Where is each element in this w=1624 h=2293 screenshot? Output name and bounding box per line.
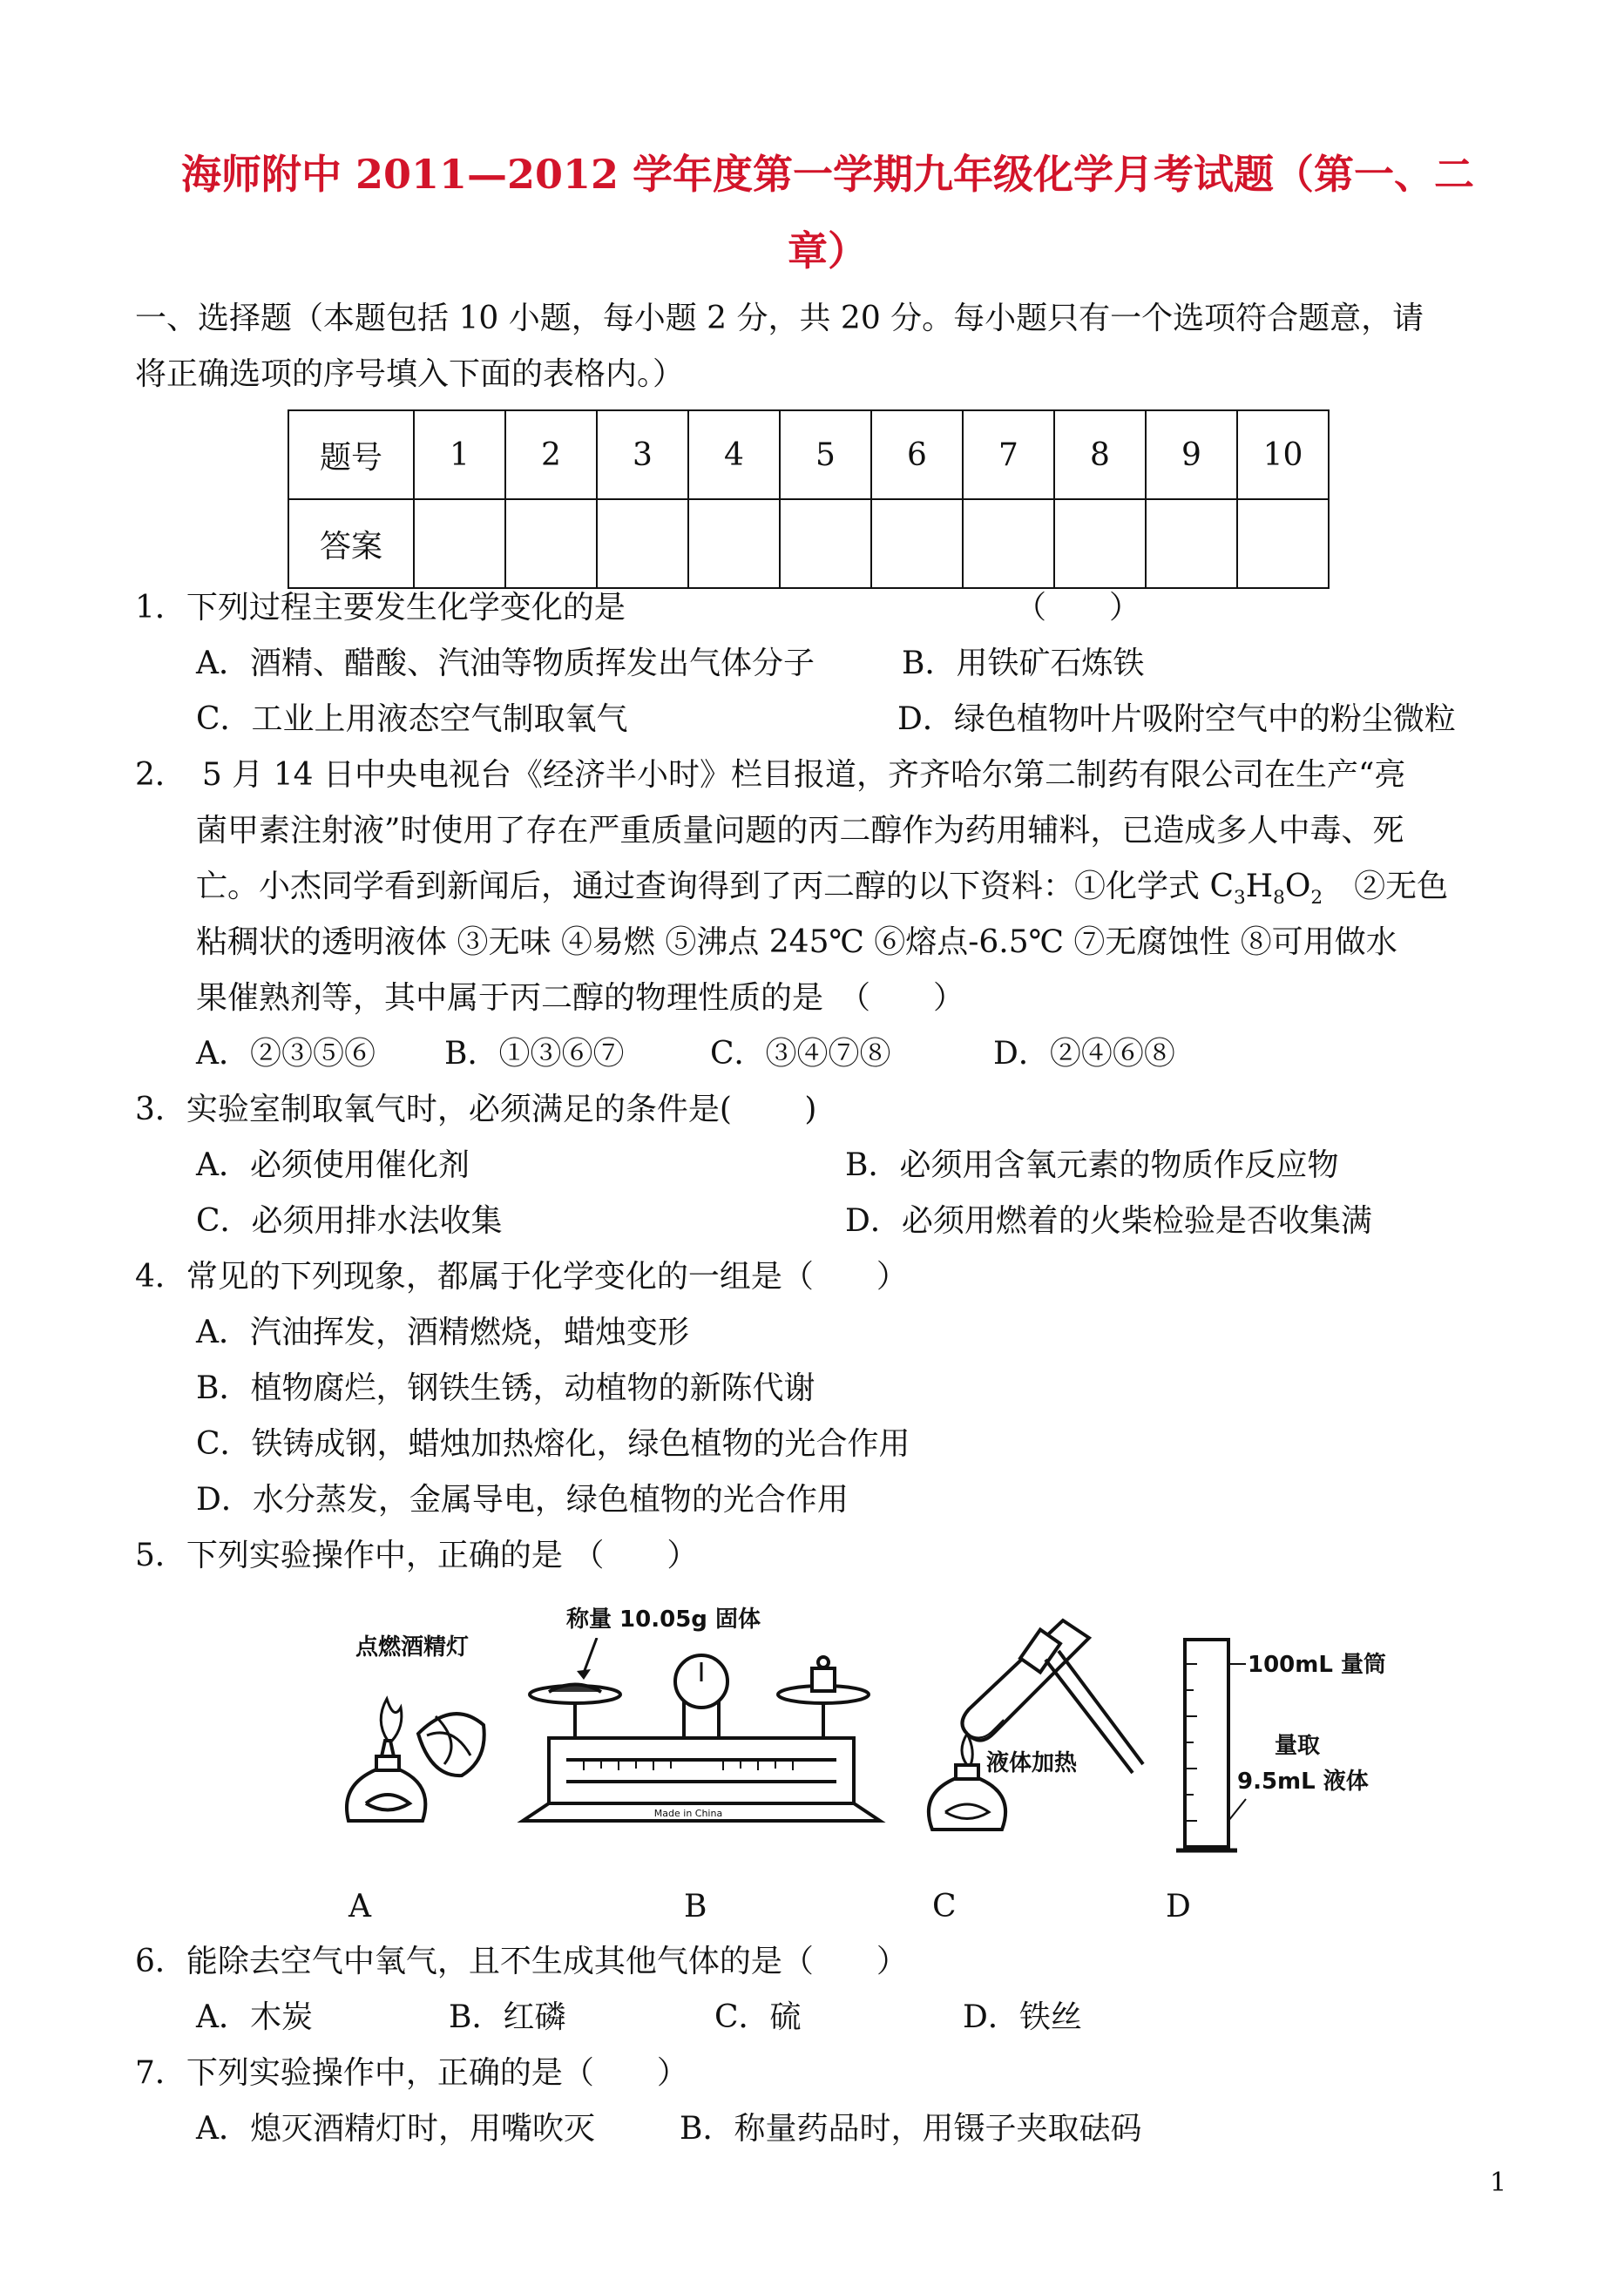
answer-table-number: 3 bbox=[597, 410, 688, 499]
q2-option-a: A．②③⑤⑥ bbox=[196, 1036, 376, 1072]
answer-cell[interactable] bbox=[414, 499, 505, 588]
q6-option-c: C．硫 bbox=[714, 1999, 802, 2035]
answer-table-number-label: 题号 bbox=[288, 410, 414, 499]
fig-letter-d: D bbox=[1166, 1889, 1191, 1924]
page-title-line1: 海师附中 2011—2012 学年度第一学期九年级化学月考试题（第一、二 bbox=[180, 151, 1475, 198]
q1-option-d: D．绿色植物叶片吸附空气中的粉尘微粒 bbox=[897, 701, 1456, 737]
balance-figure bbox=[514, 1638, 889, 1830]
test-tube-heating-figure bbox=[906, 1612, 1150, 1838]
q6-option-b: B．红磷 bbox=[449, 1999, 566, 2035]
answer-table-number: 4 bbox=[688, 410, 780, 499]
fig-d-label-volume: 9.5mL 液体 bbox=[1237, 1769, 1369, 1795]
q1-bracket: （ ） bbox=[1015, 590, 1141, 626]
measuring-cylinder-figure bbox=[1176, 1638, 1255, 1856]
fig-c-label: 液体加热 bbox=[986, 1750, 1078, 1776]
answer-table-number: 10 bbox=[1237, 410, 1329, 499]
q4-option-c: C．铁铸成钢，蜡烛加热熔化，绿色植物的光合作用 bbox=[196, 1426, 910, 1462]
q6-stem: 6．能除去空气中氧气，且不生成其他气体的是（ ） bbox=[135, 1944, 908, 1979]
fig-b-label: 称量 10.05g 固体 bbox=[566, 1606, 761, 1633]
answer-table-number: 8 bbox=[1054, 410, 1146, 499]
q2-line5: 果催熟剂等，其中属于丙二醇的物理性质的是 （ ） bbox=[196, 980, 965, 1016]
q4-option-d: D．水分蒸发，金属导电，绿色植物的光合作用 bbox=[196, 1482, 849, 1518]
answer-cell[interactable] bbox=[963, 499, 1054, 588]
q2-option-d: D．②④⑥⑧ bbox=[993, 1036, 1175, 1072]
section-heading-line1: 一、选择题（本题包括 10 小题，每小题 2 分，共 20 分。每小题只有一个选项符合题意，请 bbox=[135, 301, 1424, 336]
answer-table bbox=[288, 409, 1330, 589]
q3-option-d: D．必须用燃着的火柴检验是否收集满 bbox=[845, 1203, 1372, 1239]
q3-option-a: A．必须使用催化剂 bbox=[196, 1147, 470, 1183]
q1-option-c: C．工业上用液态空气制取氧气 bbox=[196, 701, 628, 737]
q3-option-b: B．必须用含氧元素的物质作反应物 bbox=[845, 1147, 1339, 1183]
page-title-line2: 章） bbox=[788, 227, 868, 274]
answer-table-answer-row bbox=[288, 499, 1329, 588]
answer-cell[interactable] bbox=[1054, 499, 1146, 588]
q1-stem: 1．下列过程主要发生化学变化的是 bbox=[135, 590, 626, 626]
answer-table-number-row bbox=[288, 410, 1329, 499]
fig-d-label-cylinder: 100mL 量筒 bbox=[1248, 1652, 1386, 1678]
fig-a-label: 点燃酒精灯 bbox=[355, 1634, 470, 1661]
q7-stem: 7．下列实验操作中，正确的是（ ） bbox=[135, 2055, 688, 2091]
answer-table-number: 7 bbox=[963, 410, 1054, 499]
page-number: 1 bbox=[1490, 2168, 1507, 2198]
q6-option-a: A．木炭 bbox=[196, 1999, 313, 2035]
made-in-china-label: Made in China bbox=[653, 1808, 723, 1819]
answer-table-number: 9 bbox=[1146, 410, 1237, 499]
answer-cell[interactable] bbox=[688, 499, 780, 588]
q5-stem: 5．下列实验操作中，正确的是 （ ） bbox=[135, 1538, 699, 1573]
fig-letter-b: B bbox=[684, 1889, 707, 1924]
answer-cell[interactable] bbox=[505, 499, 597, 588]
q2-option-b: B．①③⑥⑦ bbox=[444, 1036, 625, 1072]
answer-table-number: 2 bbox=[505, 410, 597, 499]
q4-option-a: A．汽油挥发，酒精燃烧，蜡烛变形 bbox=[196, 1315, 689, 1350]
q1-option-b: B．用铁矿石炼铁 bbox=[902, 646, 1145, 681]
answer-table-number: 1 bbox=[414, 410, 505, 499]
q3-option-c: C．必须用排水法收集 bbox=[196, 1203, 503, 1239]
q7-option-a: A．熄灭酒精灯时，用嘴吹灭 bbox=[196, 2111, 595, 2147]
fig-letter-a: A bbox=[348, 1889, 371, 1924]
section-heading-line2: 将正确选项的序号填入下面的表格内。） bbox=[135, 356, 685, 392]
q2-option-c: C．③④⑦⑧ bbox=[710, 1036, 891, 1072]
answer-table-number: 5 bbox=[780, 410, 871, 499]
q4-option-b: B．植物腐烂，钢铁生锈，动植物的新陈代谢 bbox=[196, 1370, 815, 1406]
answer-table-answer-label: 答案 bbox=[288, 499, 414, 588]
q3-stem: 3．实验室制取氧气时，必须满足的条件是( ) bbox=[135, 1092, 817, 1127]
answer-cell[interactable] bbox=[871, 499, 963, 588]
q4-stem: 4．常见的下列现象，都属于化学变化的一组是（ ） bbox=[135, 1259, 908, 1295]
q6-option-d: D．铁丝 bbox=[963, 1999, 1082, 2035]
q2-line1: 2． 5 月 14 日中央电视台《经济半小时》栏目报道，齐齐哈尔第二制药有限公司在生产“亮 bbox=[135, 757, 1406, 793]
q2-line2: 菌甲素注射液”时使用了存在严重质量问题的丙二醇作为药用辅料，已造成多人中毒、死 bbox=[196, 813, 1404, 849]
answer-cell[interactable] bbox=[597, 499, 688, 588]
fig-d-label-take: 量取 bbox=[1275, 1733, 1321, 1759]
answer-cell[interactable] bbox=[1146, 499, 1237, 588]
answer-cell[interactable] bbox=[1237, 499, 1329, 588]
alcohol-lamp-lighting-figure bbox=[331, 1673, 505, 1838]
fig-letter-c: C bbox=[932, 1889, 957, 1924]
q2-line3: 亡。小杰同学看到新闻后，通过查询得到了丙二醇的以下资料：①化学式 $C_3H_8O_2$ ②无色 bbox=[196, 869, 1449, 910]
answer-table-number: 6 bbox=[871, 410, 963, 499]
q2-line4: 粘稠状的透明液体 ③无味 ④易燃 ⑤沸点 245℃ ⑥熔点-6.5℃ ⑦无腐蚀性 ⑧可用做水 bbox=[196, 924, 1397, 960]
q1-option-a: A．酒精、醋酸、汽油等物质挥发出气体分子 bbox=[196, 646, 815, 681]
q7-option-b: B．称量药品时，用镊子夹取砝码 bbox=[680, 2111, 1142, 2147]
answer-cell[interactable] bbox=[780, 499, 871, 588]
